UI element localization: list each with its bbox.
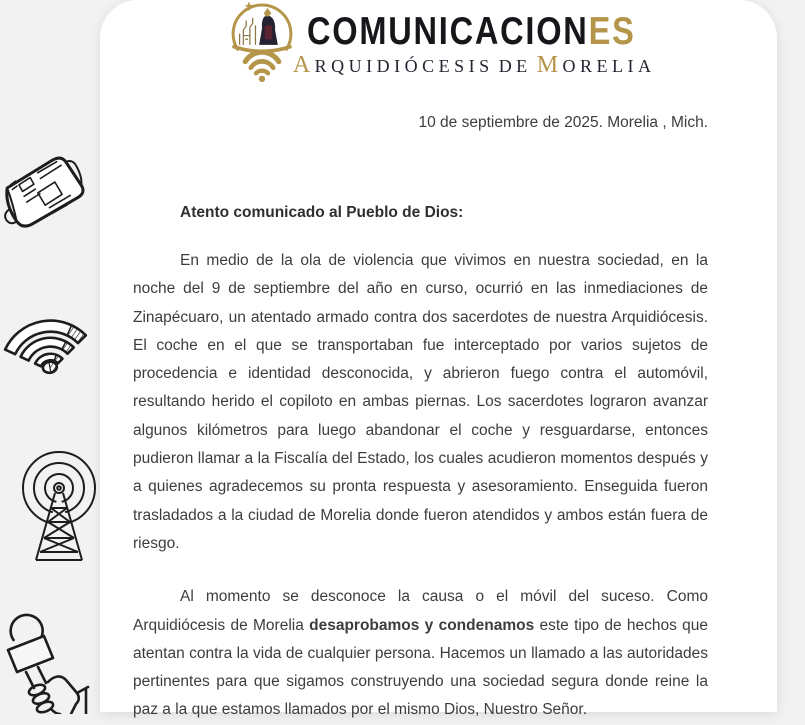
paragraph-2-after: este tipo de hechos que atentan contra la vida de cualquier persona. Hacemos un llamado a las autoridades pertinentes para que sigamos construyendo una sociedad segura donde reine la paz a la que estamos llamados por el mismo Dios, Nuestro Señor. — [133, 616, 709, 719]
brand-main: COMUNICACION — [306, 8, 589, 53]
subtitle-initial-m: M — [536, 52, 563, 78]
subtitle-a-rest: RQUIDIÓCESIS — [314, 56, 494, 76]
brand-subtitle — [293, 52, 680, 79]
subtitle-de: DE — [498, 56, 532, 76]
brand-accent: ES — [588, 8, 636, 53]
cathedral-sketch — [239, 18, 255, 45]
paragraph-1: En medio de la ola de violencia que vivimos en nuestra sociedad, en la noche del 9 de septiembre del año en curso, ocurrió en las inmediaciones de Zinapécuaro, un atentado armado contra dos sacerdotes de nuestra Arquidiócesis. El coche en el que se transportaban fue interceptado por varios sujetos de procedencia e identidad desconocida, y abrieron fuego contra el automóvil, resultando herido el copiloto en ambas piernas. Los sacerdotes lograron avanzar algunos kilómetros para luego abandonar el coche y resguardarse, entonces pudieron llamar a la Fiscalía del Estado, los cuales acudieron momentos después y a quienes agradecemos su pronta respuesta y asesoramiento. Enseguida fueron trasladados a la ciudad de Morelia donde fueron atendidos y ambos están fuera de riesgo. — [133, 252, 708, 552]
radio-tower-icon — [8, 448, 103, 568]
salutation: Atento comunicado al Pueblo de Dios: — [180, 204, 464, 221]
wifi-icon — [0, 296, 95, 393]
date-line: 10 de septiembre de 2025. Morelia , Mich. — [418, 114, 708, 131]
communications-logo — [122, 0, 777, 84]
paragraph-2 — [133, 583, 708, 724]
newspaper-icon — [0, 148, 96, 245]
virgin-figure — [259, 8, 278, 45]
brand-title — [306, 8, 636, 53]
subtitle-initial-a: A — [292, 52, 315, 78]
microphone-icon — [0, 610, 92, 719]
letter-body — [100, 204, 777, 725]
subtitle-m-rest: ORELIA — [562, 56, 656, 76]
wifi-signal-icon — [245, 52, 279, 82]
letter-page — [100, 0, 777, 719]
brand-text — [292, 2, 680, 79]
paragraph-2-bold: desaprobamos y condenamos — [309, 616, 535, 634]
paragraph-2-before: Al momento se desconoce la causa o el móvil del suceso. Como Arquidiócesis de Morelia — [133, 588, 708, 634]
